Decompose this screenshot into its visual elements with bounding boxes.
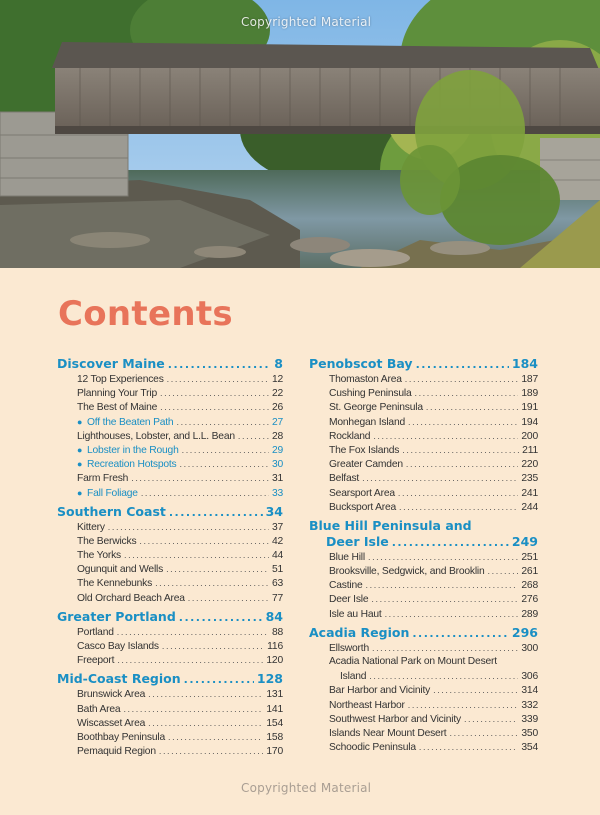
toc-entry[interactable] [57,534,283,548]
leader-dots [180,457,269,471]
toc-entry[interactable] [57,372,283,386]
toc-entry[interactable] [57,702,283,716]
leader-dots [392,535,509,551]
entry-label: Bar Harbor and Vicinity [329,685,431,697]
page-number: 131 [266,689,283,701]
toc-entry[interactable] [309,698,538,712]
leader-dots [488,564,519,578]
entry-label: Rockland [329,430,371,442]
entry-label: Blue Hill [329,551,365,563]
entry-label: Schoodic Peninsula [329,742,416,754]
leader-dots [131,471,269,485]
page-number: 289 [521,608,538,620]
leader-dots [372,641,518,655]
entry-label: Bucksport Area [329,501,397,513]
toc-entry[interactable] [309,486,538,500]
toc-entry[interactable] [309,443,538,457]
page-number: 244 [521,501,538,513]
section-blue-hill-peninsula [309,518,538,621]
leader-dots [160,386,269,400]
page-number: 30 [271,459,283,471]
toc-entry[interactable] [309,607,538,621]
section-title: Penobscot Bay [309,356,413,371]
leader-dots [159,744,264,758]
entry-label: Islands Near Mount Desert [329,727,447,739]
entry-label: Brooksville, Sedgwick, and Brooklin [329,566,485,578]
page-number: 33 [271,487,283,499]
toc-entry[interactable] [309,500,538,514]
leader-dots [406,457,519,471]
toc-entry[interactable] [57,520,283,534]
page-number: 241 [521,487,538,499]
page-number: 34 [265,503,283,519]
entry-label: Planning Your Trip [77,388,157,400]
leader-dots [117,653,263,667]
cover-photo [0,0,600,268]
leader-dots [385,607,519,621]
entry-label: Ogunquit and Wells [77,564,164,576]
toc-entry[interactable] [309,578,538,592]
page-number: 116 [267,641,283,652]
toc-entry[interactable] [309,740,538,754]
page-number: 235 [521,473,538,485]
entry-label: Brunswick Area [77,689,146,701]
leader-dots [368,550,518,564]
page-number: 191 [521,402,538,414]
page-number: 332 [521,699,538,711]
page-number: 300 [521,642,538,654]
toc-entry[interactable] [57,471,283,485]
page-number: 84 [265,608,283,624]
entry-label: Thomaston Area [329,374,402,385]
section-title: Blue Hill Peninsula and [309,517,472,533]
section-penobscot-bay [309,356,538,514]
page-number: 220 [521,459,538,471]
toc-entry[interactable] [57,443,283,457]
section-heading[interactable] [309,625,538,641]
page-number: 44 [271,550,283,562]
page-number: 314 [521,685,538,697]
bullet-icon: ● [77,459,83,470]
page-number: 88 [271,626,283,638]
entry-label: Lobster in the Rough [87,444,179,456]
toc-entry[interactable] [309,683,538,697]
entry-label: Greater Camden [329,459,403,471]
section-heading[interactable] [309,356,538,372]
toc-entry[interactable] [309,415,538,429]
entry-label: Off the Beaten Path [87,416,174,428]
contents-column-left [57,356,283,762]
page-number: 12 [271,374,283,385]
leader-dots [362,471,518,485]
leader-dots [188,591,269,605]
page-number: 296 [511,624,538,640]
page-number: 141 [266,703,283,715]
toc-entry[interactable] [309,457,538,471]
page-number: 63 [271,578,283,590]
leader-dots [162,639,264,653]
section-heading[interactable] [57,671,283,687]
leader-dots [184,672,254,688]
leader-dots [449,726,518,740]
leader-dots [155,576,269,590]
section-discover-maine [57,356,283,500]
page-number: 306 [521,671,538,683]
leader-dots [123,702,263,716]
leader-dots [414,386,518,400]
toc-entry[interactable] [57,625,283,639]
page-number: 8 [274,356,283,371]
page-number: 120 [266,655,283,667]
page-number: 276 [521,594,538,606]
leader-dots [416,357,509,373]
leader-dots [419,740,519,754]
section-title: Mid-Coast Region [57,671,181,687]
toc-entry[interactable] [309,641,538,655]
leader-dots [182,443,269,457]
leader-dots [373,429,518,443]
entry-label: Fall Foliage [87,487,138,499]
page-number: 261 [521,566,538,578]
bullet-icon: ● [77,444,83,455]
leader-dots [167,372,269,386]
entry-label: Kittery [77,521,105,533]
toc-entry[interactable] [309,550,538,564]
entry-label: Recreation Hotspots [87,459,177,471]
section-heading[interactable] [57,504,283,520]
page-number: 128 [256,671,283,687]
section-acadia-region [309,625,538,755]
bullet-icon: ● [77,487,83,498]
leader-dots [108,520,269,534]
page-number: 26 [271,402,283,414]
entry-label: Acadia National Park on Mount Desert [329,656,497,667]
entry-label: Lighthouses, Lobster, and L.L. Bean [77,430,235,442]
toc-entry[interactable] [57,386,283,400]
toc-entry[interactable] [57,687,283,701]
toc-entry[interactable] [309,372,538,386]
entry-label: The Berwicks [77,535,137,547]
page-number: 251 [521,551,538,563]
toc-entry[interactable] [57,486,283,500]
toc-entry-continued[interactable] [309,669,538,683]
leader-dots [238,429,269,443]
toc-entry[interactable] [57,400,283,414]
contents-column-right [309,356,538,758]
entry-label: Wiscasset Area [77,717,146,729]
entry-label: St. George Peninsula [329,402,423,414]
page-number: 189 [521,388,538,400]
toc-entry[interactable] [57,716,283,730]
toc-entry[interactable] [57,730,283,744]
section-heading[interactable] [57,609,283,625]
leader-dots [148,716,263,730]
leader-dots [412,626,509,642]
toc-entry[interactable] [57,576,283,590]
section-southern-coast [57,504,283,605]
toc-entry[interactable] [309,592,538,606]
page-number: 22 [271,388,283,400]
toc-entry[interactable] [309,712,538,726]
entry-label: Boothbay Peninsula [77,731,165,743]
entry-label: 12 Top Experiences [77,374,164,385]
leader-dots [366,578,519,592]
toc-entry[interactable] [57,429,283,443]
section-heading[interactable] [309,518,538,534]
leader-dots [464,712,518,726]
page-number: 28 [271,430,283,442]
entry-label: Freeport [77,655,115,667]
page-title: Contents [58,294,233,334]
section-mid-coast-region [57,671,283,758]
page-number: 31 [271,473,283,485]
page-number: 154 [266,717,283,729]
leader-dots [166,562,269,576]
entry-label: Monhegan Island [329,416,406,428]
toc-entry[interactable] [57,457,283,471]
page-number: 170 [266,746,283,758]
entry-label: The Best of Maine [77,402,158,414]
page-number: 200 [521,430,538,442]
toc-entry[interactable] [57,653,283,667]
leader-dots [408,415,518,429]
leader-dots [408,698,519,712]
page-number: 268 [521,580,538,592]
section-heading-continued[interactable] [309,534,538,550]
entry-label: Farm Fresh [77,473,129,485]
leader-dots [402,443,519,457]
toc-entry[interactable] [57,639,283,653]
page-number: 37 [271,521,283,533]
leader-dots [176,415,268,429]
page-number: 211 [522,444,538,456]
leader-dots [405,372,519,386]
entry-label-line2: Island [340,671,367,683]
entry-label: Casco Bay Islands [77,641,159,652]
toc-entry[interactable] [57,591,283,605]
leader-dots [160,400,269,414]
section-greater-portland [57,609,283,668]
entry-label: Ellsworth [329,642,369,654]
page-number: 249 [511,533,538,549]
leader-dots [148,687,263,701]
toc-entry[interactable] [57,548,283,562]
page-number: 187 [521,374,538,385]
section-heading[interactable] [57,356,283,372]
watermark-bottom: Copyrighted Material [241,781,372,795]
entry-label: Castine [329,580,363,592]
toc-entry[interactable] [57,562,283,576]
leader-dots [426,400,519,414]
leader-dots [168,357,272,373]
page-number: 194 [521,416,538,428]
leader-dots [399,500,518,514]
page-number: 158 [266,731,283,743]
page-number: 27 [271,416,283,428]
toc-entry[interactable] [309,655,538,669]
section-title: Greater Portland [57,608,176,624]
entry-label: The Kennebunks [77,578,153,590]
entry-label: Portland [77,626,114,638]
entry-label: Isle au Haut [329,608,382,620]
entry-label: Pemaquid Region [77,746,156,758]
page-number: 51 [271,564,283,576]
toc-entry[interactable] [309,429,538,443]
leader-dots [117,625,269,639]
entry-label: Cushing Peninsula [329,388,412,400]
entry-label: Southwest Harbor and Vicinity [329,713,461,725]
toc-entry[interactable] [57,415,283,429]
section-title: Acadia Region [309,624,410,640]
entry-label: Old Orchard Beach Area [77,592,185,604]
toc-entry[interactable] [309,471,538,485]
leader-dots [124,548,269,562]
section-title-line2: Deer Isle [326,533,389,549]
leader-dots [179,610,263,626]
leader-dots [168,730,263,744]
section-title: Southern Coast [57,503,166,519]
entry-label: Deer Isle [329,594,369,606]
bullet-icon: ● [77,416,83,427]
toc-entry[interactable] [309,386,538,400]
toc-entry[interactable] [309,400,538,414]
toc-entry[interactable] [309,726,538,740]
toc-entry[interactable] [309,564,538,578]
page-number: 339 [521,713,538,725]
leader-dots [371,592,518,606]
section-title: Discover Maine [57,356,165,371]
entry-label: Belfast [329,473,360,485]
leader-dots [169,505,263,521]
watermark-top: Copyrighted Material [241,15,372,29]
entry-label: Searsport Area [329,487,395,499]
entry-label: Bath Area [77,703,121,715]
leader-dots [398,486,519,500]
entry-label: The Fox Islands [329,444,400,456]
leader-dots [433,683,518,697]
entry-label: Northeast Harbor [329,699,405,711]
leader-dots [369,669,518,683]
leader-dots [139,534,269,548]
page-number: 350 [521,727,538,739]
page-number: 354 [521,742,538,754]
page-number: 77 [271,592,283,604]
toc-entry[interactable] [57,744,283,758]
page-number: 29 [271,444,283,456]
leader-dots [141,486,269,500]
entry-label: The Yorks [77,550,121,562]
page-number: 184 [511,356,538,371]
page-number: 42 [271,535,283,547]
